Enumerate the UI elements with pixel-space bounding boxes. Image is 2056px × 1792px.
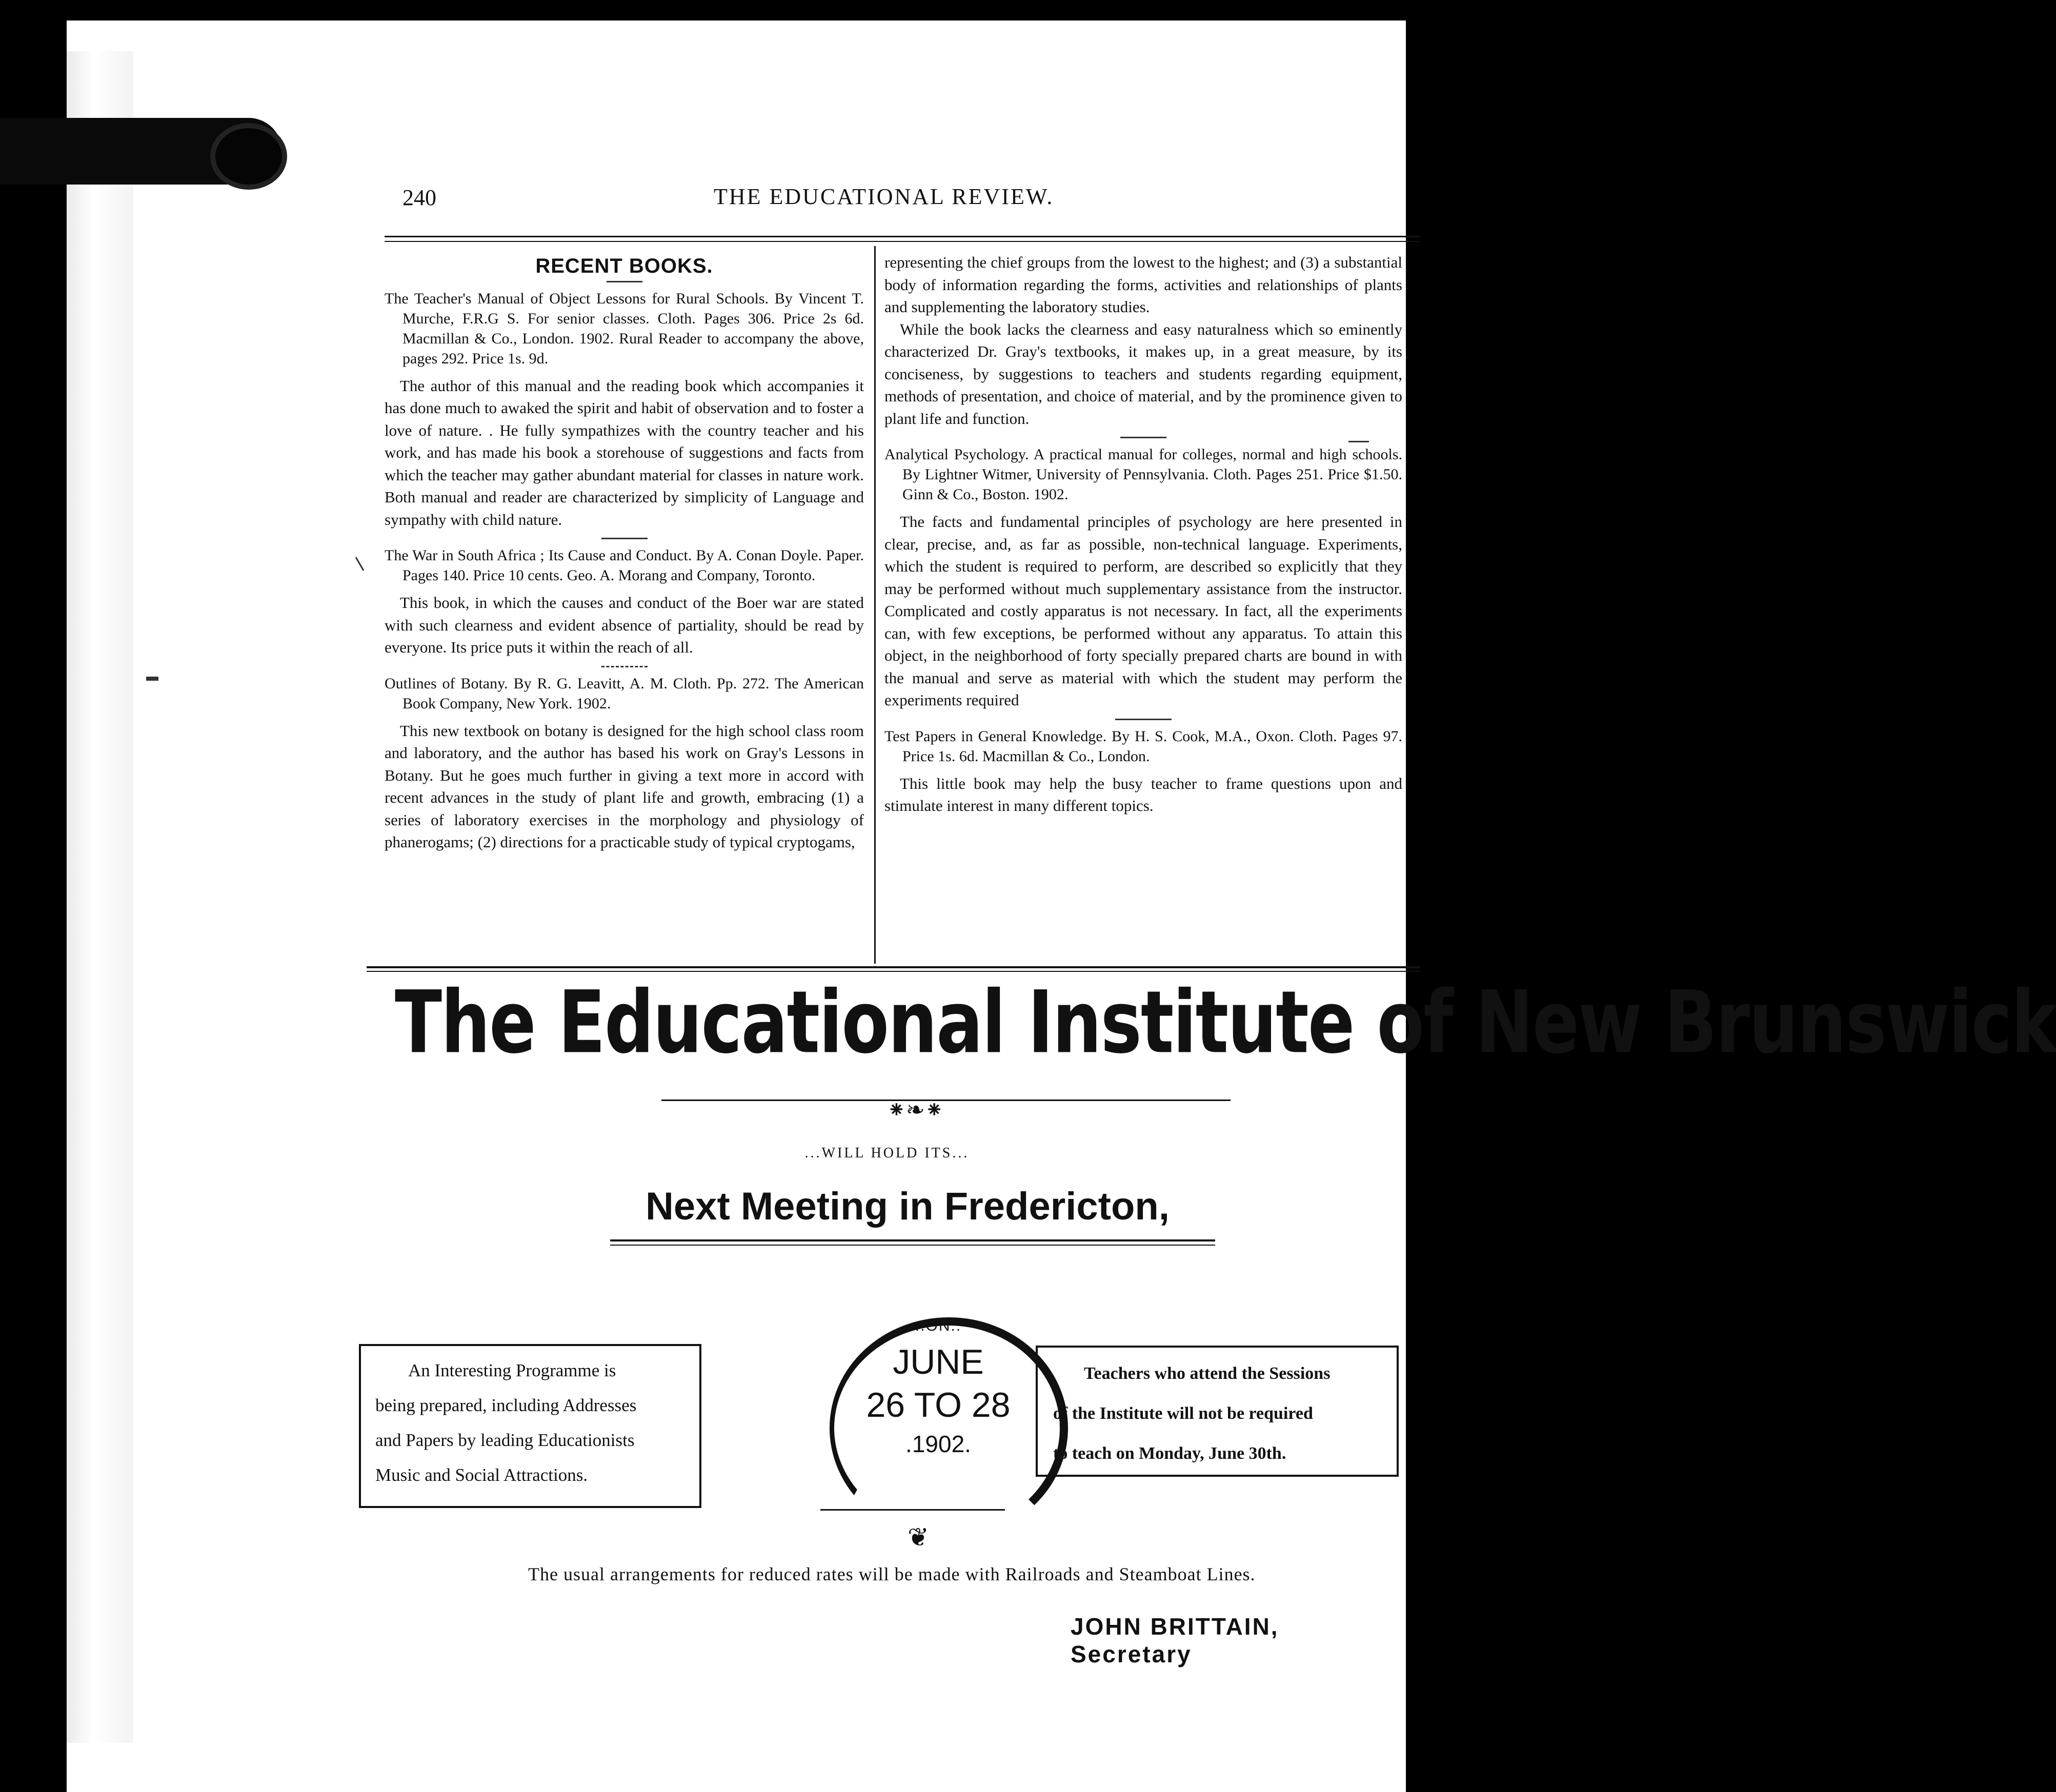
book-review-test-papers: This little book may help the busy teacher to frame questions upon and stimulate interest in many different topics. — [884, 774, 1402, 814]
teachers-box — [1036, 1346, 1399, 1477]
next-meeting-rule-thin — [610, 1245, 1215, 1246]
header-rule-bottom — [385, 241, 1420, 242]
next-meeting-rule — [610, 1239, 1215, 1241]
heading-separator — [607, 281, 642, 282]
scan-speck — [1348, 441, 1369, 442]
programme-line: Music and Social Attractions. — [375, 1465, 588, 1485]
flourish-ornament: ⁕❧⁕ — [887, 1097, 944, 1123]
programme-line: and Papers by leading Educationists — [375, 1430, 635, 1450]
scan-speck — [355, 557, 365, 571]
date-year: .1902. — [905, 1431, 971, 1457]
binding-clip-ring — [210, 123, 287, 190]
next-meeting-heading: Next Meeting in Fredericton, — [646, 1185, 1170, 1228]
programme-line: An Interesting Programme is — [408, 1360, 616, 1380]
date-on-label: ..ON.. — [915, 1317, 962, 1334]
book-review-teachers-manual: The author of this manual and the reading book which accompanies it has done much to awaked the spirit and habit of observation and to foster a love of nature. . He fully sympathizes with the country teacher and his work, and has made his book a storehouse of suggestions and facts from which the teacher may gather abundant material for classes in nature work. Both manual and reader are characterized by simplicity of Language and sympathy with child nature. — [385, 376, 864, 528]
entry-separator — [1115, 719, 1172, 720]
programme-box — [359, 1344, 701, 1508]
date-rule — [820, 1509, 1005, 1511]
teachers-line: Teachers who attend the Sessions — [1084, 1364, 1331, 1383]
page-number: 240 — [402, 185, 436, 210]
book-entry-test-papers: Test Papers in General Knowledge. By H. S. Cook, M.A., Oxon. Cloth. Pages 97. Price 1s. 6d. Macmillan & Co., London. — [884, 727, 1402, 765]
institute-title: The Educational Institute of New Brunswick — [395, 973, 2056, 1073]
right-column — [884, 251, 1402, 817]
book-entry-teachers-manual: The Teacher's Manual of Object Lessons for Rural Schools. By Vincent T. Murche, F.R.G S. For senior classes. Cloth. Pages 306. Price 2s 6d. Macmillan & Co., London. 1902. Rural Reader to accompany the above, pages 292. Price 1s. 9d. — [385, 290, 864, 367]
entry-separator — [601, 538, 648, 539]
book-entry-analytical-psychology: Analytical Psychology. A practical manual for colleges, normal and high schools. By Lightner Witmer, University of Pennsylvania. Cloth. Pages 251. Price $1.50. Ginn & Co., Boston. 1902. — [884, 446, 1402, 503]
page-edge-shadow — [67, 51, 133, 1743]
book-entry-outlines-botany: Outlines of Botany. By R. G. Leavitt, A. M. Cloth. Pp. 272. The American Book Company, New York. 1902. — [385, 675, 864, 712]
reduced-rates-note: The usual arrangements for reduced rates will be made with Railroads and Steamboat Lines. — [528, 1564, 1256, 1584]
book-entry-war-south-africa: The War in South Africa ; Its Cause and Conduct. By A. Conan Doyle. Paper. Pages 140. Price 10 cents. Geo. A. Morang and Company, Toronto. — [385, 547, 864, 584]
title-underline — [661, 1099, 1231, 1101]
scan-speck — [146, 677, 158, 681]
advert-rule-thin — [367, 971, 1420, 972]
date-days: 26 TO 28 — [866, 1386, 1011, 1424]
date-month: JUNE — [893, 1342, 984, 1381]
entry-separator — [1120, 437, 1166, 438]
header-rule-top — [385, 236, 1420, 237]
scanned-page — [67, 21, 2056, 1792]
botany-review-conclusion: While the book lacks the clearness and easy naturalness which so eminently characterized Dr. Gray's textbooks, it makes up, in a great measure, by its conciseness, by suggestions to teachers and students regarding equipment, methods of presentation, and choice of material, and by the prominence given to plant life and function. — [884, 320, 1402, 427]
leaf-ornament: ❦ — [908, 1523, 929, 1552]
recent-books-heading: RECENT BOOKS. — [535, 255, 713, 277]
botany-review-continued: representing the chief groups from the lowest to the highest; and (3) a substantial body of information regarding the forms, activities and relationships of plants and supplementing the laboratory studies. — [884, 253, 1402, 316]
left-column — [385, 251, 864, 853]
teachers-line: to teach on Monday, June 30th. — [1053, 1444, 1286, 1463]
secretary-signature: JOHN BRITTAIN, Secretary — [1071, 1613, 1279, 1667]
journal-title: THE EDUCATIONAL REVIEW. — [714, 184, 1054, 209]
will-hold-text: ...WILL HOLD ITS... — [804, 1145, 970, 1161]
book-review-war-south-africa: This book, in which the causes and conduct of the Boer war are stated with such clearness and evident absence of partiality, should be read by everyone. Its price puts it within the reach of all. — [385, 594, 864, 656]
entry-separator — [601, 666, 648, 667]
column-divider — [874, 246, 876, 964]
book-review-outlines-botany: This new textbook on botany is designed for the high school class room and laboratory, and the author has based his work on Gray's Lessons in Botany. But he goes much further in giving a text more in accord with recent advances in the study of plant life and growth, embracing (1) a series of laboratory exercises in the morphology and physiology of phanerogams; (2) directions for a practicable study of typical cryptogams, — [385, 721, 864, 851]
teachers-line: of the Institute will not be required — [1053, 1404, 1313, 1423]
advert-rule-top — [367, 966, 1420, 968]
programme-line: being prepared, including Addresses — [375, 1395, 637, 1415]
book-review-analytical-psychology: The facts and fundamental principles of psychology are here presented in clear, precise, and, as far as possible, non-technical language. Experiments, which the student is required to perform, are described so explicitly that they may be performed without much supplementary assistance from the instructor. Complicated and costly apparatus is not necessary. In fact, all the experiments can, with few exceptions, be performed without any apparatus. To attain this object, in the neighborhood of forty specially prepared charts are bound in with the manual and serve as material with which the student may perform the experiments required — [884, 513, 1402, 709]
